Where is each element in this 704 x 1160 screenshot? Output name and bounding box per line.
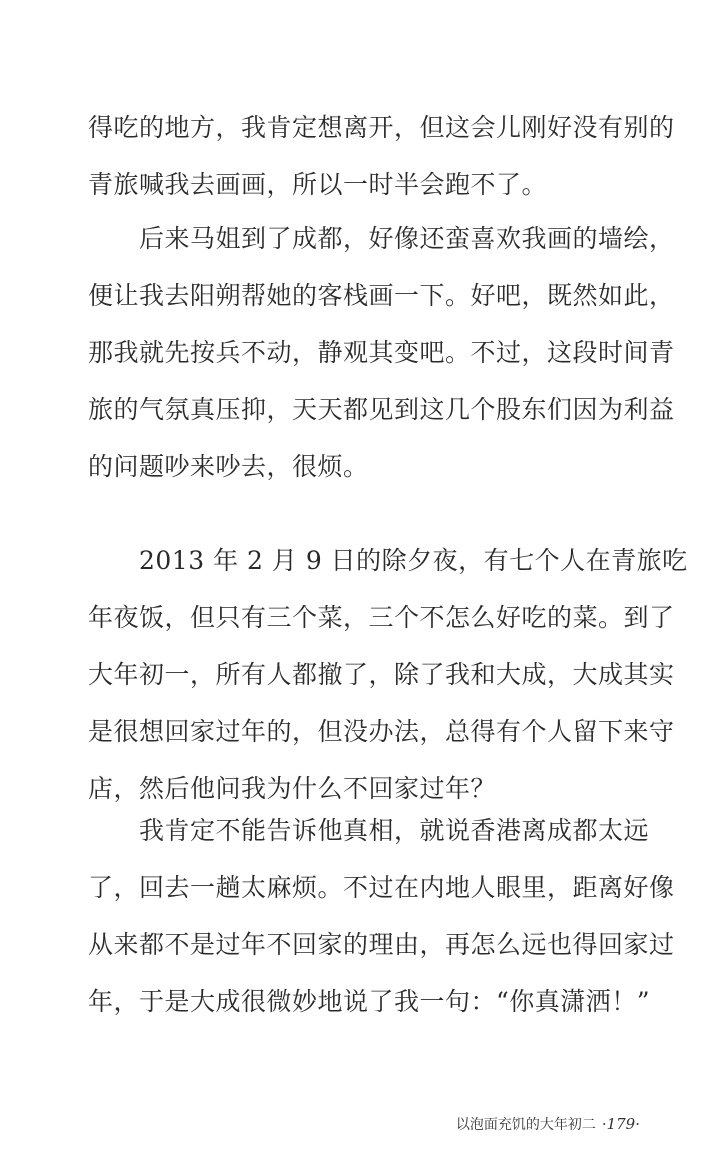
text-line: 的问题吵来吵去，很烦。 <box>88 452 369 481</box>
text-line: 店，然后他问我为什么不回家过年？ <box>88 774 497 803</box>
text-line: 那我就先按兵不动，静观其变吧。不过，这段时间青 <box>88 338 675 367</box>
paragraph-4 <box>88 815 675 1018</box>
text-line: 2013 年 2 月 9 日的除夕夜，有七个人在青旅吃 <box>88 546 688 575</box>
text-line: 后来马姐到了成都，好像还蛮喜欢我画的墙绘， <box>88 224 675 253</box>
text-line: 了，回去一趟太麻烦。不过在内地人眼里，距离好像 <box>88 873 675 902</box>
page-number: ·179· <box>601 1115 640 1133</box>
text-line: 我肯定不能告诉他真相，就说香港离成都太远 <box>88 816 650 845</box>
paragraph-2 <box>88 223 675 483</box>
text-line: 年，于是大成很微妙地说了我一句：“你真潇洒！” <box>88 987 651 1016</box>
paragraph-3 <box>88 545 688 805</box>
text-line: 青旅喊我去画画，所以一时半会跑不了。 <box>88 170 548 199</box>
page-footer <box>456 1114 640 1134</box>
running-chapter-title: 以泡面充饥的大年初二 <box>455 1117 596 1133</box>
text-line: 年夜饭，但只有三个菜，三个不怎么好吃的菜。到了 <box>88 603 675 632</box>
text-line: 得吃的地方，我肯定想离开，但这会儿刚好没有别的 <box>88 113 675 142</box>
text-line: 从来都不是过年不回家的理由，再怎么远也得回家过 <box>88 930 675 959</box>
text-line: 大年初一，所有人都撤了，除了我和大成，大成其实 <box>88 660 675 689</box>
text-line: 便让我去阳朔帮她的客栈画一下。好吧，既然如此， <box>88 281 675 310</box>
text-line: 是很想回家过年的，但没办法，总得有个人留下来守 <box>88 717 675 746</box>
text-line: 旅的气氛真压抑，天天都见到这几个股东们因为利益 <box>88 395 675 424</box>
paragraph-1 <box>88 112 675 201</box>
